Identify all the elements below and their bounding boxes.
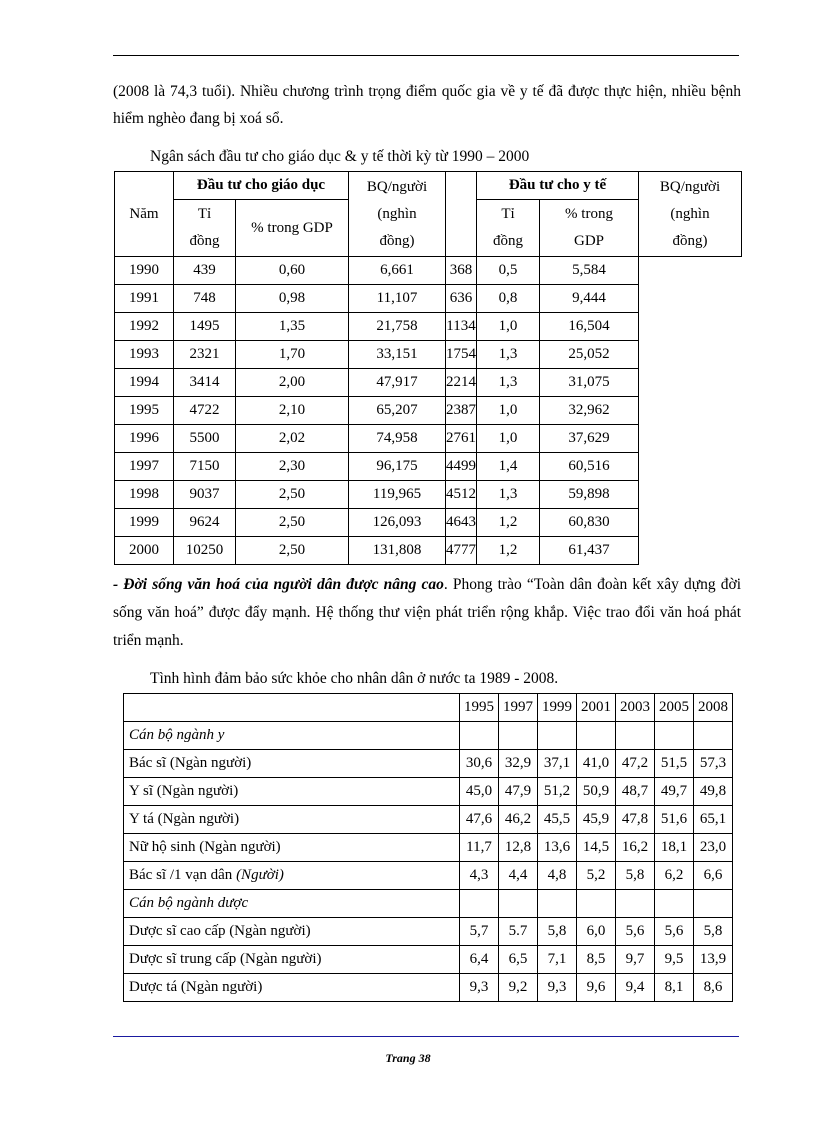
- value-cell: 46,2: [499, 806, 538, 834]
- health-billion-cell: 1134: [446, 313, 477, 341]
- edu-gdp-cell: 2,02: [236, 425, 349, 453]
- health-billion-cell: 4643: [446, 509, 477, 537]
- value-cell: [577, 722, 616, 750]
- header-health-group: Đầu tư cho y tế: [477, 172, 639, 200]
- value-cell: [694, 890, 733, 918]
- health-per-capita-cell: 31,075: [540, 369, 639, 397]
- value-cell: 14,5: [577, 834, 616, 862]
- value-cell: 49,8: [694, 778, 733, 806]
- table2-row: [124, 778, 733, 806]
- health-per-capita-cell: 61,437: [540, 537, 639, 565]
- year-cell: 1995: [115, 397, 174, 425]
- value-cell: 9,3: [460, 974, 499, 1002]
- year-header-cell: 1995: [460, 694, 499, 722]
- health-per-capita-cell: 37,629: [540, 425, 639, 453]
- value-cell: 6,4: [460, 946, 499, 974]
- health-billion-cell: 4499: [446, 453, 477, 481]
- value-cell: 51,5: [655, 750, 694, 778]
- edu-gdp-cell: 2,10: [236, 397, 349, 425]
- row-label: Bác sĩ /1 vạn dân (Người): [124, 862, 460, 890]
- row-label: Dược tá (Ngàn người): [124, 974, 460, 1002]
- value-cell: 5,7: [460, 918, 499, 946]
- table2-header-row: [124, 694, 733, 722]
- year-cell: 2000: [115, 537, 174, 565]
- table1-column-gap: [446, 172, 477, 257]
- edu-billion-cell: 3414: [174, 369, 236, 397]
- year-cell: 1990: [115, 257, 174, 285]
- health-per-capita-cell: 59,898: [540, 481, 639, 509]
- value-cell: 57,3: [694, 750, 733, 778]
- edu-gdp-cell: 2,50: [236, 509, 349, 537]
- header-edu-gdp: % trong GDP: [236, 200, 349, 257]
- value-cell: 9,6: [577, 974, 616, 1002]
- year-header-cell: 2005: [655, 694, 694, 722]
- table2-caption: Tình hình đảm bảo sức khỏe cho nhân dân ở nước ta 1989 - 2008.: [150, 670, 559, 687]
- table2-section-row: [124, 722, 733, 750]
- value-cell: 13,6: [538, 834, 577, 862]
- edu-per-capita-cell: 6,661: [349, 257, 446, 285]
- value-cell: 5.7: [499, 918, 538, 946]
- row-label: Nữ hộ sinh (Ngàn người): [124, 834, 460, 862]
- value-cell: [460, 890, 499, 918]
- value-cell: 51,2: [538, 778, 577, 806]
- value-cell: 65,1: [694, 806, 733, 834]
- footer-rule: [113, 1036, 739, 1037]
- table2-row: [124, 862, 733, 890]
- header-year: Năm: [115, 172, 174, 257]
- value-cell: 4,3: [460, 862, 499, 890]
- value-cell: 41,0: [577, 750, 616, 778]
- table2-row: [124, 834, 733, 862]
- health-billion-cell: 368: [446, 257, 477, 285]
- edu-billion-cell: 2321: [174, 341, 236, 369]
- value-cell: 16,2: [616, 834, 655, 862]
- health-billion-cell: 4512: [446, 481, 477, 509]
- value-cell: [616, 722, 655, 750]
- value-cell: 47,2: [616, 750, 655, 778]
- edu-gdp-cell: 2,50: [236, 481, 349, 509]
- edu-billion-cell: 9037: [174, 481, 236, 509]
- year-cell: 1992: [115, 313, 174, 341]
- header-health-per-capita: BQ/người (nghìn đồng): [639, 172, 742, 257]
- table1-row: [115, 313, 742, 341]
- row-label: Dược sĩ cao cấp (Ngàn người): [124, 918, 460, 946]
- health-billion-cell: 2761: [446, 425, 477, 453]
- table1-row: [115, 341, 742, 369]
- value-cell: 8,1: [655, 974, 694, 1002]
- edu-per-capita-cell: 74,958: [349, 425, 446, 453]
- value-cell: 5,8: [694, 918, 733, 946]
- value-cell: 45,9: [577, 806, 616, 834]
- value-cell: [460, 722, 499, 750]
- value-cell: 13,9: [694, 946, 733, 974]
- table1-row: [115, 397, 742, 425]
- health-gdp-cell: 0,8: [477, 285, 540, 313]
- year-header-cell: 2003: [616, 694, 655, 722]
- edu-gdp-cell: 2,50: [236, 537, 349, 565]
- health-billion-cell: 1754: [446, 341, 477, 369]
- header-health-billion: Tỉ đồng: [477, 200, 540, 257]
- value-cell: 8,6: [694, 974, 733, 1002]
- health-per-capita-cell: 9,444: [540, 285, 639, 313]
- edu-billion-cell: 5500: [174, 425, 236, 453]
- table1-row: [115, 257, 742, 285]
- edu-per-capita-cell: 21,758: [349, 313, 446, 341]
- intro-paragraph: (2008 là 74,3 tuổi). Nhiều chương trình trọng điểm quốc gia về y tế đã được thực hiện, nhiều bệnh hiểm nghèo đang bị xoá sổ.: [113, 83, 741, 127]
- value-cell: 11,7: [460, 834, 499, 862]
- header-blank: [124, 694, 460, 722]
- year-header-cell: 2008: [694, 694, 733, 722]
- row-label: Y tá (Ngàn người): [124, 806, 460, 834]
- table2-row: [124, 806, 733, 834]
- health-gdp-cell: 1,2: [477, 537, 540, 565]
- value-cell: [538, 722, 577, 750]
- value-cell: 18,1: [655, 834, 694, 862]
- year-cell: 1991: [115, 285, 174, 313]
- edu-billion-cell: 7150: [174, 453, 236, 481]
- table2-row: [124, 918, 733, 946]
- table2-row: [124, 974, 733, 1002]
- health-gdp-cell: 0,5: [477, 257, 540, 285]
- unit-note: (Người): [236, 867, 284, 883]
- value-cell: 4,4: [499, 862, 538, 890]
- value-cell: 48,7: [616, 778, 655, 806]
- value-cell: [655, 722, 694, 750]
- edu-gdp-cell: 1,35: [236, 313, 349, 341]
- value-cell: 45,5: [538, 806, 577, 834]
- value-cell: [694, 722, 733, 750]
- table1-row: [115, 481, 742, 509]
- health-billion-cell: 2387: [446, 397, 477, 425]
- edu-billion-cell: 439: [174, 257, 236, 285]
- value-cell: 5,6: [616, 918, 655, 946]
- value-cell: 5,8: [616, 862, 655, 890]
- value-cell: 30,6: [460, 750, 499, 778]
- edu-per-capita-cell: 131,808: [349, 537, 446, 565]
- header-rule: [113, 55, 739, 56]
- table1-row: [115, 425, 742, 453]
- edu-per-capita-cell: 65,207: [349, 397, 446, 425]
- value-cell: 5,6: [655, 918, 694, 946]
- value-cell: [616, 890, 655, 918]
- section-label: Cán bộ ngành y: [124, 722, 460, 750]
- year-header-cell: 1997: [499, 694, 538, 722]
- edu-gdp-cell: 0,60: [236, 257, 349, 285]
- header-edu-billion: Tỉ đồng: [174, 200, 236, 257]
- value-cell: 12,8: [499, 834, 538, 862]
- table2-row: [124, 750, 733, 778]
- culture-lead: - Đời sống văn hoá của người dân được nâng cao: [113, 576, 444, 593]
- value-cell: 23,0: [694, 834, 733, 862]
- value-cell: 5,2: [577, 862, 616, 890]
- year-cell: 1997: [115, 453, 174, 481]
- header-health-gdp: % trong GDP: [540, 200, 639, 257]
- value-cell: 51,6: [655, 806, 694, 834]
- health-gdp-cell: 1,4: [477, 453, 540, 481]
- edu-per-capita-cell: 47,917: [349, 369, 446, 397]
- year-cell: 1993: [115, 341, 174, 369]
- header-edu-per-capita: BQ/người (nghìn đồng): [349, 172, 446, 257]
- value-cell: 5,8: [538, 918, 577, 946]
- value-cell: 6,6: [694, 862, 733, 890]
- value-cell: 50,9: [577, 778, 616, 806]
- health-gdp-cell: 1,3: [477, 369, 540, 397]
- edu-gdp-cell: 2,00: [236, 369, 349, 397]
- edu-gdp-cell: 1,70: [236, 341, 349, 369]
- table1-row: [115, 285, 742, 313]
- header-edu-group: Đầu tư cho giáo dục: [174, 172, 349, 200]
- value-cell: 47,9: [499, 778, 538, 806]
- value-cell: [538, 890, 577, 918]
- value-cell: 47,6: [460, 806, 499, 834]
- row-label: Y sĩ (Ngàn người): [124, 778, 460, 806]
- health-billion-cell: 636: [446, 285, 477, 313]
- value-cell: 9,5: [655, 946, 694, 974]
- section-label: Cán bộ ngành dược: [124, 890, 460, 918]
- table1-row: [115, 537, 742, 565]
- health-gdp-cell: 1,0: [477, 425, 540, 453]
- year-cell: 1996: [115, 425, 174, 453]
- health-gdp-cell: 1,2: [477, 509, 540, 537]
- health-gdp-cell: 1,3: [477, 481, 540, 509]
- value-cell: 37,1: [538, 750, 577, 778]
- edu-per-capita-cell: 11,107: [349, 285, 446, 313]
- health-care-table: [123, 693, 733, 1002]
- table2-row: [124, 946, 733, 974]
- education-health-budget-table: [114, 171, 742, 565]
- row-label: Dược sĩ trung cấp (Ngàn người): [124, 946, 460, 974]
- year-cell: 1999: [115, 509, 174, 537]
- year-cell: 1998: [115, 481, 174, 509]
- value-cell: 9,3: [538, 974, 577, 1002]
- health-per-capita-cell: 25,052: [540, 341, 639, 369]
- edu-billion-cell: 10250: [174, 537, 236, 565]
- value-cell: 9,7: [616, 946, 655, 974]
- edu-billion-cell: 4722: [174, 397, 236, 425]
- culture-paragraph: [113, 571, 741, 655]
- table1-header-row: [115, 172, 742, 200]
- health-gdp-cell: 1,0: [477, 397, 540, 425]
- value-cell: 4,8: [538, 862, 577, 890]
- health-per-capita-cell: 5,584: [540, 257, 639, 285]
- edu-per-capita-cell: 96,175: [349, 453, 446, 481]
- value-cell: 8,5: [577, 946, 616, 974]
- table1-row: [115, 369, 742, 397]
- value-cell: 6,0: [577, 918, 616, 946]
- year-header-cell: 2001: [577, 694, 616, 722]
- edu-billion-cell: 1495: [174, 313, 236, 341]
- year-cell: 1994: [115, 369, 174, 397]
- value-cell: [499, 890, 538, 918]
- value-cell: [577, 890, 616, 918]
- value-cell: [499, 722, 538, 750]
- culture-text: . Phong trào “Toàn dân đoàn kết xây dựng đời sống văn hoá” được đẩy mạnh. Hệ thống thư viện phát triển rộng khắp. Việc trao đổi văn hoá phát triển mạnh.: [113, 576, 742, 649]
- health-per-capita-cell: 32,962: [540, 397, 639, 425]
- edu-billion-cell: 748: [174, 285, 236, 313]
- value-cell: 9,4: [616, 974, 655, 1002]
- table1-row: [115, 453, 742, 481]
- health-billion-cell: 2214: [446, 369, 477, 397]
- edu-gdp-cell: 0,98: [236, 285, 349, 313]
- edu-per-capita-cell: 126,093: [349, 509, 446, 537]
- value-cell: 7,1: [538, 946, 577, 974]
- year-header-cell: 1999: [538, 694, 577, 722]
- health-per-capita-cell: 16,504: [540, 313, 639, 341]
- value-cell: 32,9: [499, 750, 538, 778]
- table1-caption: Ngân sách đầu tư cho giáo dục & y tế thời kỳ từ 1990 – 2000: [150, 148, 530, 165]
- value-cell: [655, 890, 694, 918]
- row-label: Bác sĩ (Ngàn người): [124, 750, 460, 778]
- health-per-capita-cell: 60,830: [540, 509, 639, 537]
- value-cell: 45,0: [460, 778, 499, 806]
- value-cell: 47,8: [616, 806, 655, 834]
- table1-row: [115, 509, 742, 537]
- health-gdp-cell: 1,3: [477, 341, 540, 369]
- table2-section-row: [124, 890, 733, 918]
- edu-billion-cell: 9624: [174, 509, 236, 537]
- edu-per-capita-cell: 33,151: [349, 341, 446, 369]
- health-gdp-cell: 1,0: [477, 313, 540, 341]
- health-billion-cell: 4777: [446, 537, 477, 565]
- value-cell: 49,7: [655, 778, 694, 806]
- health-per-capita-cell: 60,516: [540, 453, 639, 481]
- page-number: Trang 38: [385, 1051, 431, 1065]
- edu-gdp-cell: 2,30: [236, 453, 349, 481]
- value-cell: 9,2: [499, 974, 538, 1002]
- value-cell: 6,2: [655, 862, 694, 890]
- value-cell: 6,5: [499, 946, 538, 974]
- edu-per-capita-cell: 119,965: [349, 481, 446, 509]
